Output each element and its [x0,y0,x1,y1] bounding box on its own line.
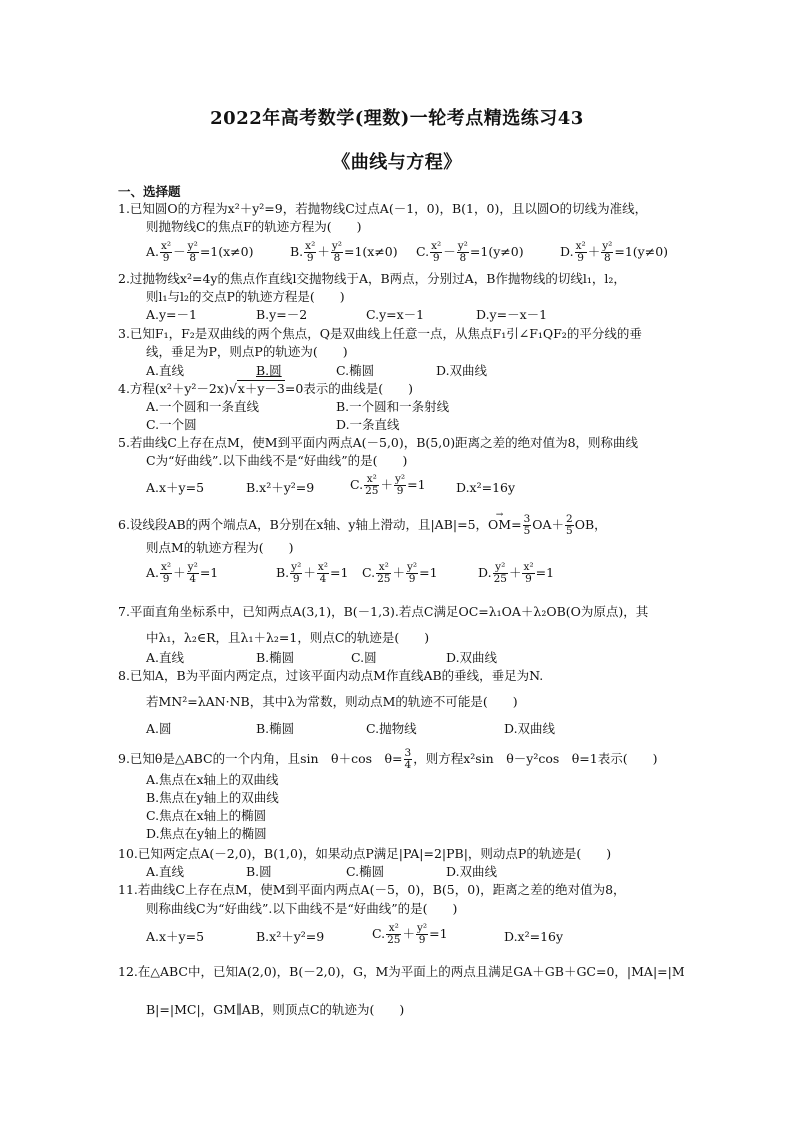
q11-line2: 则称曲线C为“好曲线”.以下曲线不是“好曲线”的是( ) [146,901,458,916]
q1-option-c: C. $\frac{\text{x²}}{9}$ － $\frac{\text{y²}}{8}$ =1(y≠0) [416,240,524,264]
q2-option-d: D.y=－x－1 [476,307,548,322]
q3-option-c: C.椭圆 [336,363,375,378]
q7-option-a: A.直线 [146,650,185,665]
q2-option-c: C.y=x－1 [366,307,425,322]
q10-option-d: D.双曲线 [446,864,498,879]
q6-line1: 6.设线段AB的两个端点A，B分别在x轴、y轴上滑动，且|AB|=5，→ OM= $\frac{3}{5}$ OA＋ $\frac{2}{5}$ OB， [118,514,607,537]
q1-line1: 1.已知圆O的方程为x²＋y²=9，若抛物线C过点A(－1，0)，B(1，0)，且以圆O的切线为准线， [118,201,648,216]
q4-option-a: A.一个圆和一条直线 [146,399,260,414]
q9-option-c: C.焦点在x轴上的椭圆 [146,808,267,823]
q3-line1: 3.已知F₁，F₂是双曲线的两个焦点，Q是双曲线上任意一点，从焦点F₁引∠F₁QF₂的平分线的垂 [118,326,642,341]
q2-line1: 2.过抛物线x²=4y的焦点作直线l交抛物线于A，B两点，分别过A，B作抛物线的切线l₁，l₂， [118,271,626,286]
q8-option-d: D.双曲线 [504,721,556,736]
q9-option-b: B.焦点在y轴上的双曲线 [146,790,279,805]
q5-line2: C为“好曲线”.以下曲线不是“好曲线”的是( ) [146,453,408,468]
q2-option-b: B.y=－2 [256,307,308,322]
q1-option-b: B. $\frac{\text{x²}}{9}$ ＋ $\frac{\text{y²}}{8}$ =1(x≠0) [290,240,398,264]
q11-line1: 11.若曲线C上存在点M，使M到平面内两点A(－5，0)，B(5，0)，距离之差的绝对值为8， [118,882,626,897]
q4-option-b: B.一个圆和一条射线 [336,399,450,414]
q4-option-d: D.一条直线 [336,417,400,432]
q6-option-d: D. $\frac{\text{y²}}{25}$ ＋ $\frac{\text{x²}}{9}$ =1 [478,561,555,585]
q1-option-a: A. $\frac{\text{x²}}{9}$ － $\frac{\text{y²}}{8}$ =1(x≠0) [146,240,254,264]
q8-line2: 若MN²=λAN·NB，其中λ为常数，则动点M的轨迹不可能是( ) [146,694,518,709]
q8-line1: 8.已知A，B为平面内两定点，过该平面内动点M作直线AB的垂线，垂足为N. [118,668,544,683]
q5-option-b: B.x²＋y²=9 [246,480,315,495]
q6-option-c: C. $\frac{\text{x²}}{25}$ ＋ $\frac{\text{y²}}{9}$ =1 [362,561,438,585]
q6-option-a: A. $\frac{\text{x²}}{9}$ ＋ $\frac{\text{y²}}{4}$ =1 [146,561,219,585]
q8-option-c: C.抛物线 [366,721,417,736]
q7-line2: 中λ₁，λ₂∈R，且λ₁＋λ₂=1，则点C的轨迹是( ) [146,630,430,645]
q11-option-d: D.x²=16y [504,929,564,944]
q4-line1: 4.方程(x²＋y²－2x)√x＋y－3=0表示的曲线是( ) [118,381,414,396]
q9-option-d: D.焦点在y轴上的椭圆 [146,826,267,841]
q3-option-a: A.直线 [146,363,185,378]
q5-option-a: A.x＋y=5 [146,480,205,495]
q2-line2: 则l₁与l₂的交点P的轨迹方程是( ) [146,289,345,304]
q10-line1: 10.已知两定点A(－2,0)，B(1,0)，如果动点P满足|PA|=2|PB|，则动点P的轨迹是( ) [118,846,612,861]
q5-option-c: C. $\frac{\text{x²}}{25}$ ＋ $\frac{\text{y²}}{9}$ =1 [350,473,426,497]
q10-option-a: A.直线 [146,864,185,879]
q11-option-b: B.x²＋y²=9 [256,929,325,944]
q6-line2: 则点M的轨迹方程为( ) [146,540,294,555]
page-title: 2022年高考数学(理数)一轮考点精选练习43 [210,108,584,129]
q7-option-d: D.双曲线 [446,650,498,665]
page-subtitle: 《曲线与方程》 [332,152,462,173]
q12-line2: B|=|MC|，GM∥AB，则顶点C的轨迹为( ) [146,1002,405,1017]
q5-option-d: D.x²=16y [456,480,516,495]
q11-option-a: A.x＋y=5 [146,929,205,944]
q8-option-a: A.圆 [146,721,172,736]
q3-option-b: B.圆 [256,363,282,378]
q8-option-b: B.椭圆 [256,721,295,736]
q10-option-c: C.椭圆 [346,864,385,879]
q3-option-d: D.双曲线 [436,363,488,378]
q5-line1: 5.若曲线C上存在点M，使M到平面内两点A(－5,0)，B(5,0)距离之差的绝对值为8，则称曲线 [118,435,639,450]
q6-option-b: B. $\frac{\text{y²}}{9}$ ＋ $\frac{\text{x²}}{4}$ =1 [276,561,349,585]
q7-option-c: C.圆 [351,650,377,665]
q3-line2: 线，垂足为P，则点P的轨迹为( ) [146,344,348,359]
q2-option-a: A.y=－1 [146,307,197,322]
sqrt-symbol: √ [228,381,237,396]
q4-option-c: C.一个圆 [146,417,197,432]
section-heading: 一、选择题 [118,184,181,199]
q12-line1: 12.在△ABC中，已知A(2,0)，B(－2,0)，G，M为平面上的两点且满足GA＋GB＋GC=0，|MA|=|M [118,964,685,979]
q11-option-c: C. $\frac{\text{x²}}{25}$ ＋ $\frac{\text{y²}}{9}$ =1 [372,922,448,946]
q9-line1: 9.已知θ是△ABC的一个内角，且sin θ＋cos θ= $\frac{3}{4}$ ，则方程x²sin θ－y²cos θ=1表示( ) [118,747,658,771]
q1-option-d: D. $\frac{\text{x²}}{9}$ ＋ $\frac{\text{y²}}{8}$ =1(y≠0) [560,240,669,264]
q7-option-b: B.椭圆 [256,650,295,665]
q9-option-a: A.焦点在x轴上的双曲线 [146,772,279,787]
q1-line2: 则抛物线C的焦点F的轨迹方程为( ) [146,219,362,234]
q7-line1: 7.平面直角坐标系中，已知两点A(3,1)，B(－1,3).若点C满足OC=λ₁OA＋λ₂OB(O为原点)，其 [118,604,649,619]
q10-option-b: B.圆 [246,864,272,879]
